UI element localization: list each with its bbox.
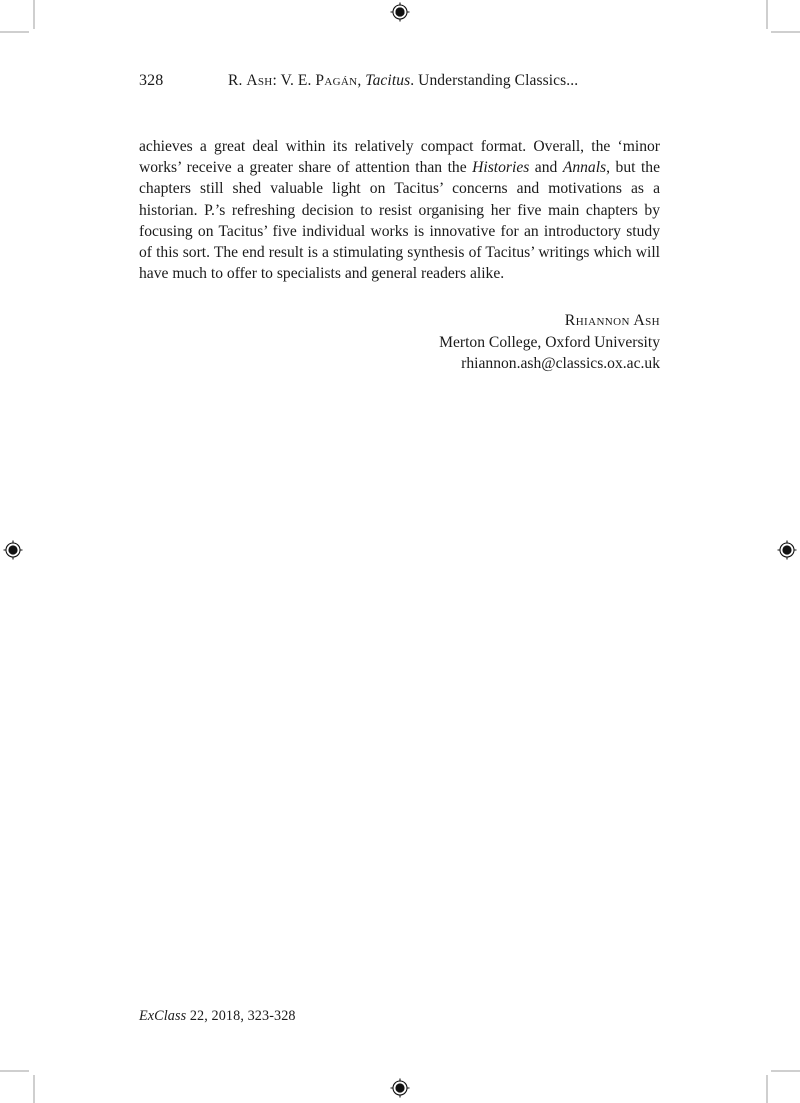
run-1-italic-histories: Histories <box>472 159 530 177</box>
running-head-author-initial: R. <box>228 72 247 89</box>
reviewer-affiliation: Merton College, Oxford University <box>439 333 660 351</box>
crop-mark-top-left-horizontal <box>0 31 29 33</box>
run-2: and <box>529 159 563 177</box>
running-head-reviewed-author: Pagán <box>315 72 358 89</box>
body-paragraph <box>139 136 660 284</box>
crop-mark-bottom-right-vertical <box>766 1075 768 1103</box>
running-head <box>139 72 660 94</box>
registration-target-icon-top <box>388 0 412 24</box>
running-head-comma: , <box>357 72 366 89</box>
registration-target-icon-bottom <box>388 1076 412 1100</box>
running-head-author-name: Ash <box>246 72 273 89</box>
crop-mark-top-left-vertical <box>33 0 35 29</box>
reviewer-name: Rhiannon Ash <box>564 312 660 329</box>
crop-mark-bottom-left-vertical <box>33 1075 35 1103</box>
registration-target-icon-left <box>1 538 25 562</box>
paragraph-text <box>139 136 660 284</box>
signature-block <box>139 310 660 375</box>
journal-name: ExClass <box>139 1008 187 1024</box>
citation-details: 22, 2018, 323-328 <box>186 1008 296 1024</box>
run-3-italic-annals: Annals <box>562 159 607 177</box>
crop-mark-top-right-vertical <box>766 0 768 29</box>
running-head-subtitle: . Understanding Classics... <box>410 72 579 89</box>
footer-citation <box>139 1008 296 1025</box>
crop-mark-bottom-left-horizontal <box>0 1070 29 1072</box>
registration-target-icon-right <box>775 538 799 562</box>
running-head-title <box>228 72 578 90</box>
crop-mark-bottom-right-horizontal <box>771 1070 800 1072</box>
crop-mark-top-right-horizontal <box>771 31 800 33</box>
page-number: 328 <box>139 72 164 89</box>
running-head-separator: : V. E. <box>272 72 316 89</box>
run-4: , but the chapters still shed valuable light on Tacitus’ concerns and motivations as a historian. P.’s refreshing decision to resist organising her five main chapters by focusing on Tacitus’ five individual works is innovative for an introductory study of this sort. The end result is a stimulating synthesis of Tacitus’ writings which will have much to offer to specialists and general readers alike. <box>139 159 660 283</box>
run-0: achieves a great deal within its relatively compact format. Overall, the ‘minor works’ receive a greater share of attention than the <box>139 138 660 177</box>
reviewer-email[interactable]: rhiannon.ash@classics.ox.ac.uk <box>461 355 660 372</box>
running-head-work-title: Tacitus <box>365 72 411 89</box>
